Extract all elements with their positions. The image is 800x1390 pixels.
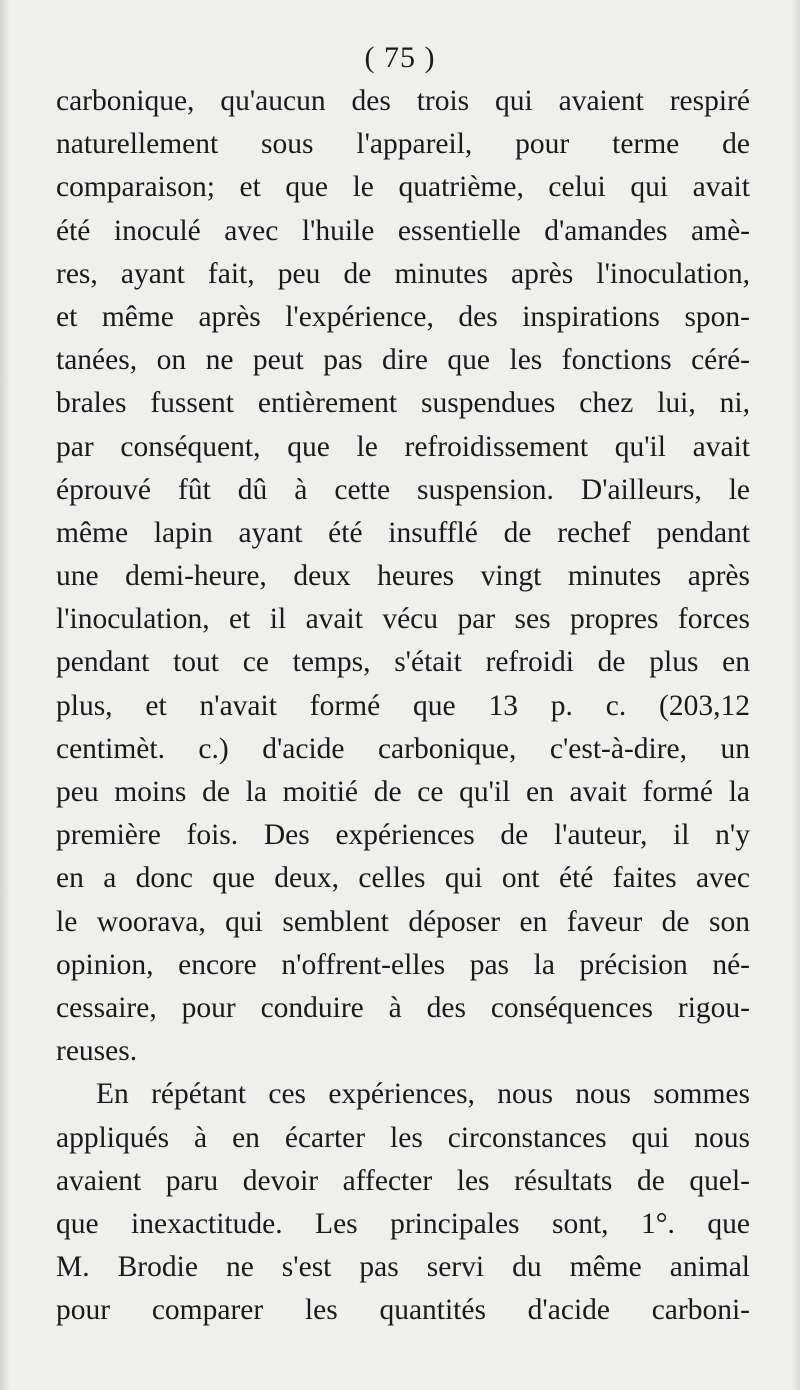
text-line-2: naturellement sous l'appareil, pour terme de	[56, 128, 750, 161]
text-line-7: tanées, on ne peut pas dire que les fonctions céré-	[56, 344, 750, 377]
text-line-3: comparaison; et que le quatrième, celui qui avait	[56, 171, 750, 204]
text-line-11: même lapin ayant été insufflé de rechef pendant	[56, 516, 750, 549]
page-number: ( 75 )	[364, 41, 436, 74]
text-line-21: opinion, encore n'offrent-elles pas la précision né-	[56, 948, 750, 981]
text-line-12: une demi-heure, deux heures vingt minutes après	[56, 560, 750, 593]
page-left-shadow	[0, 0, 10, 1390]
body-text	[56, 80, 750, 1332]
page-right-shadow	[792, 0, 800, 1390]
text-line-19: en a donc que deux, celles qui ont été faites avec	[56, 862, 750, 895]
text-line-5: res, ayant fait, peu de minutes après l'inoculation,	[56, 257, 750, 290]
text-line-15: plus, et n'avait formé que 13 p. c. (203,12	[56, 689, 750, 722]
text-line-10: éprouvé fût dû à cette suspension. D'ailleurs, le	[56, 473, 750, 506]
text-line-9: par conséquent, que le refroidissement qu'il avait	[56, 430, 750, 463]
text-line-24: En répétant ces expériences, nous nous sommes	[96, 1078, 750, 1111]
text-line-1: carbonique, qu'aucun des trois qui avaient respiré	[56, 85, 750, 117]
text-line-23: reuses.	[56, 1035, 138, 1068]
text-line-25: appliqués à en écarter les circonstances qui nous	[56, 1121, 750, 1154]
text-line-8: brales fussent entièrement suspendues chez lui, ni,	[56, 387, 750, 420]
text-line-4: été inoculé avec l'huile essentielle d'amandes amè-	[56, 214, 750, 247]
text-line-20: le woorava, qui semblent déposer en faveur de son	[56, 905, 750, 938]
text-line-6: et même après l'expérience, des inspirations spon-	[56, 300, 750, 333]
text-line-14: pendant tout ce temps, s'était refroidi de plus en	[56, 646, 750, 679]
text-line-28: M. Brodie ne s'est pas servi du même animal	[56, 1251, 750, 1284]
text-line-27: que inexactitude. Les principales sont, 1°. que	[56, 1207, 750, 1240]
text-line-29: pour comparer les quantités d'acide carboni-	[56, 1294, 750, 1327]
text-line-18: première fois. Des expériences de l'auteur, il n'y	[56, 819, 750, 852]
text-line-13: l'inoculation, et il avait vécu par ses propres forces	[56, 603, 750, 636]
text-line-26: avaient paru devoir affecter les résultats de quel-	[56, 1164, 750, 1197]
text-line-16: centimèt. c.) d'acide carbonique, c'est-à-dire, un	[56, 732, 750, 765]
text-line-17: peu moins de la moitié de ce qu'il en avait formé la	[56, 776, 750, 808]
text-line-22: cessaire, pour conduire à des conséquences rigou-	[56, 991, 750, 1024]
